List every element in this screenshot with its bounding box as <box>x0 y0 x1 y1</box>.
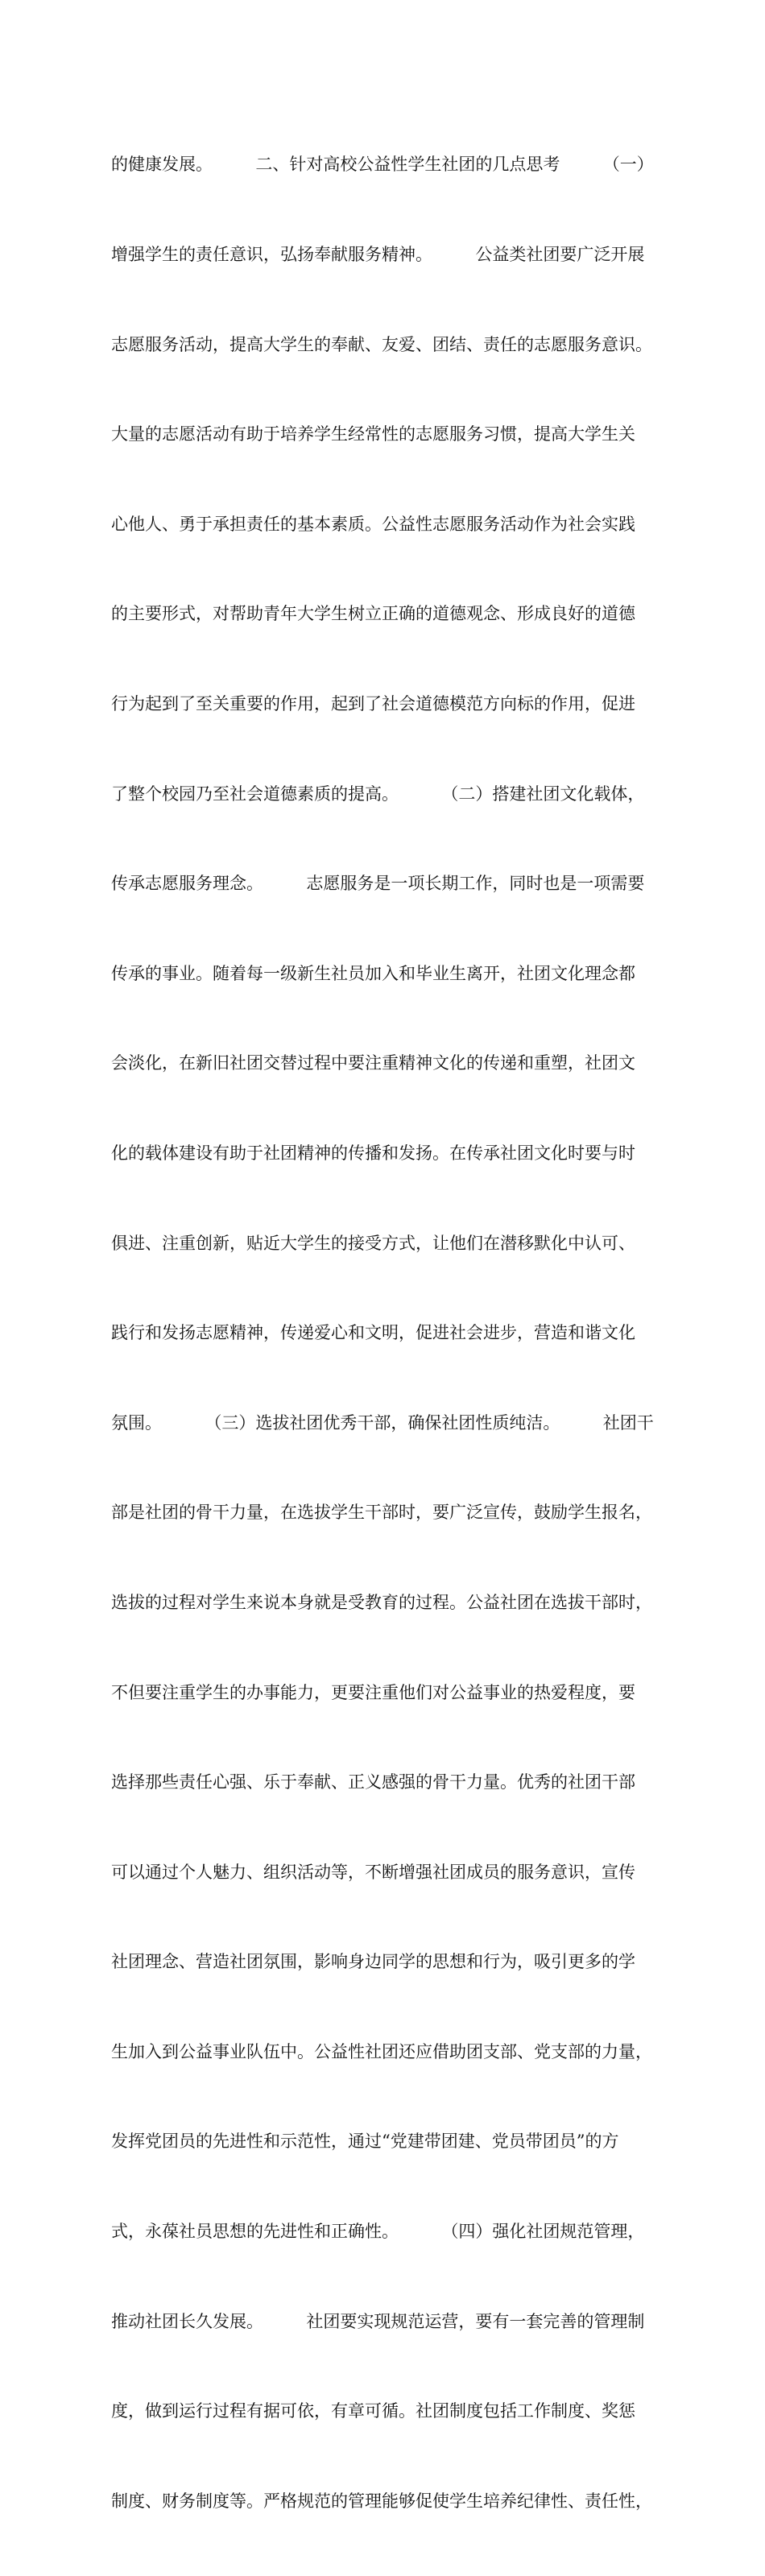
body-text <box>111 90 675 2576</box>
text-line: 式，永葆社员思想的先进性和正确性。 （四）强化社团规范管理， <box>111 2222 645 2242</box>
text-line: 选择那些责任心强、乐于奉献、正义感强的骨干力量。优秀的社团干部 <box>111 1772 635 1792</box>
text-line: 制度、财务制度等。严格规范的管理能够促使学生培养纪律性、责任性， <box>111 2491 652 2511</box>
text-line: 行为起到了至关重要的作用，起到了社会道德模范方向标的作用，促进 <box>111 693 635 713</box>
text-line: 推动社团长久发展。 社团要实现规范运营，要有一套完善的管理制 <box>111 2311 645 2331</box>
text-line: 了整个校园乃至社会道德素质的提高。 （二）搭建社团文化载体， <box>111 784 645 804</box>
text-line: 不但要注重学生的办事能力，更要注重他们对公益事业的热爱程度，要 <box>111 1682 635 1702</box>
text-line: 增强学生的责任意识，弘扬奉献服务精神。 公益类社团要广泛开展 <box>111 245 645 264</box>
text-line: 志愿服务活动，提高大学生的奉献、友爱、团结、责任的志愿服务意识。 <box>111 334 652 354</box>
text-line: 选拔的过程对学生来说本身就是受教育的过程。公益社团在选拔干部时， <box>111 1592 652 1612</box>
text-line: 社团理念、营造社团氛围，影响身边同学的思想和行为，吸引更多的学 <box>111 1952 635 1972</box>
text-line: 心他人、勇于承担责任的基本素质。公益性志愿服务活动作为社会实践 <box>111 514 635 534</box>
text-line: 化的载体建设有助于社团精神的传播和发扬。在传承社团文化时要与时 <box>111 1143 635 1163</box>
text-line: 度，做到运行过程有据可依，有章可循。社团制度包括工作制度、奖惩 <box>111 2401 635 2421</box>
text-line: 的主要形式，对帮助青年大学生树立正确的道德观念、形成良好的道德 <box>111 604 635 624</box>
text-line: 的健康发展。 二、针对高校公益性学生社团的几点思考 （一） <box>111 155 654 175</box>
text-line: 大量的志愿活动有助于培养学生经常性的志愿服务习惯，提高大学生关 <box>111 424 635 444</box>
text-line: 俱进、注重创新，贴近大学生的接受方式，让他们在潜移默化中认可、 <box>111 1233 635 1253</box>
text-line: 践行和发扬志愿精神，传递爱心和文明，促进社会进步，营造和谐文化 <box>111 1323 635 1343</box>
text-line: 氛围。 （三）选拔社团优秀干部，确保社团性质纯洁。 社团干 <box>111 1412 654 1433</box>
text-line: 可以通过个人魅力、组织活动等，不断增强社团成员的服务意识，宣传 <box>111 1862 635 1882</box>
text-line: 会淡化，在新旧社团交替过程中要注重精神文化的传递和重塑，社团文 <box>111 1053 635 1073</box>
text-line: 部是社团的骨干力量，在选拔学生干部时，要广泛宣传，鼓励学生报名， <box>111 1503 652 1523</box>
text-line: 传承志愿服务理念。 志愿服务是一项长期工作，同时也是一项需要 <box>111 874 645 894</box>
text-line: 生加入到公益事业队伍中。公益性社团还应借助团支部、党支部的力量， <box>111 2041 652 2061</box>
text-line: 发挥党团员的先进性和示范性，通过“党建带团建、党员带团员”的方 <box>111 2132 619 2152</box>
text-line: 传承的事业。随着每一级新生社员加入和毕业生离开，社团文化理念都 <box>111 963 635 983</box>
